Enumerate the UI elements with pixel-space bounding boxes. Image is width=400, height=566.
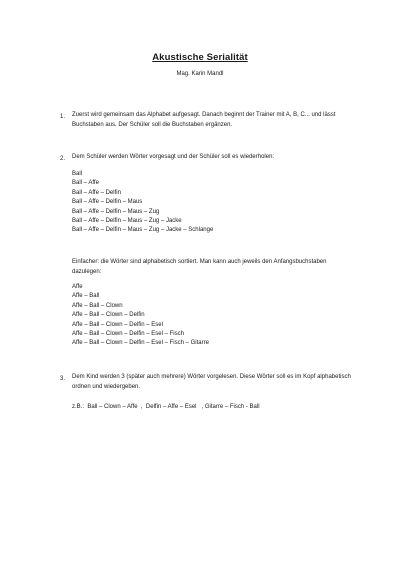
section-3-text: Dem Kind werden 3 (später auch mehrere) Wörter vorgelesen. Diese Wörter soll es im Kopf alphabetisch ordnen und wiedergeben.: [72, 374, 351, 390]
section-1-text: Zuerst wird gemeinsam das Alphabet aufgesagt. Danach beginnt der Trainer mit A, B, C... und lässt Buchstaben aus. Der Schüler soll die Buchstaben ergänzen.: [72, 112, 336, 128]
list-item: Ball – Affe – Delfin – Maus – Zug – Jacke: [72, 217, 182, 224]
list-item: Affe – Ball – Clown – Delfin – Esel – Fisch: [72, 330, 184, 337]
list-item: Affe: [72, 284, 83, 290]
list-item: Affe – Ball – Clown – Delfin: [72, 312, 145, 319]
list-item: Ball – Affe – Delfin – Maus – Zug: [72, 208, 160, 215]
list-item: Affe – Ball – Clown – Delfin – Esel: [72, 321, 163, 328]
list-item: Affe – Ball: [72, 293, 100, 300]
section-2-text: Dem Schüler werden Wörter vorgesagt und der Schüler soll es wiederholen:: [72, 154, 275, 160]
list-item: Ball – Affe – Delfin – Maus: [72, 199, 143, 206]
section-1-number: 1.: [60, 114, 66, 120]
document-author: Mag. Karin Mandl: [176, 71, 224, 77]
list-item: Affe – Ball – Clown – Delfin – Esel – Fisch – Gitarre: [72, 340, 209, 347]
easier-variant-text: Einfacher: die Wörter sind alphabetisch sortiert. Man kann auch jeweils den Anfangsbuchstaben dazulegen:: [72, 259, 327, 275]
list-item: Ball – Affe – Delfin – Maus – Zug – Jacke – Schlange: [72, 227, 214, 234]
list-item: Ball: [72, 171, 83, 177]
example-line: z.B.: Ball – Clown – Affe , Delfin – Affe – Esel , Gitarre – Fisch - Ball: [72, 404, 260, 410]
section-3-number: 3.: [60, 376, 66, 382]
document-title: Akustische Serialität: [152, 52, 248, 63]
list-item: Ball – Affe – Delfin: [72, 189, 121, 196]
word-list-alphabetical: [72, 283, 362, 349]
list-item: Ball – Affe: [72, 180, 99, 187]
word-list-sequential: [72, 170, 362, 236]
list-item: Affe – Ball – Clown: [72, 302, 123, 309]
section-2-number: 2.: [60, 156, 66, 162]
